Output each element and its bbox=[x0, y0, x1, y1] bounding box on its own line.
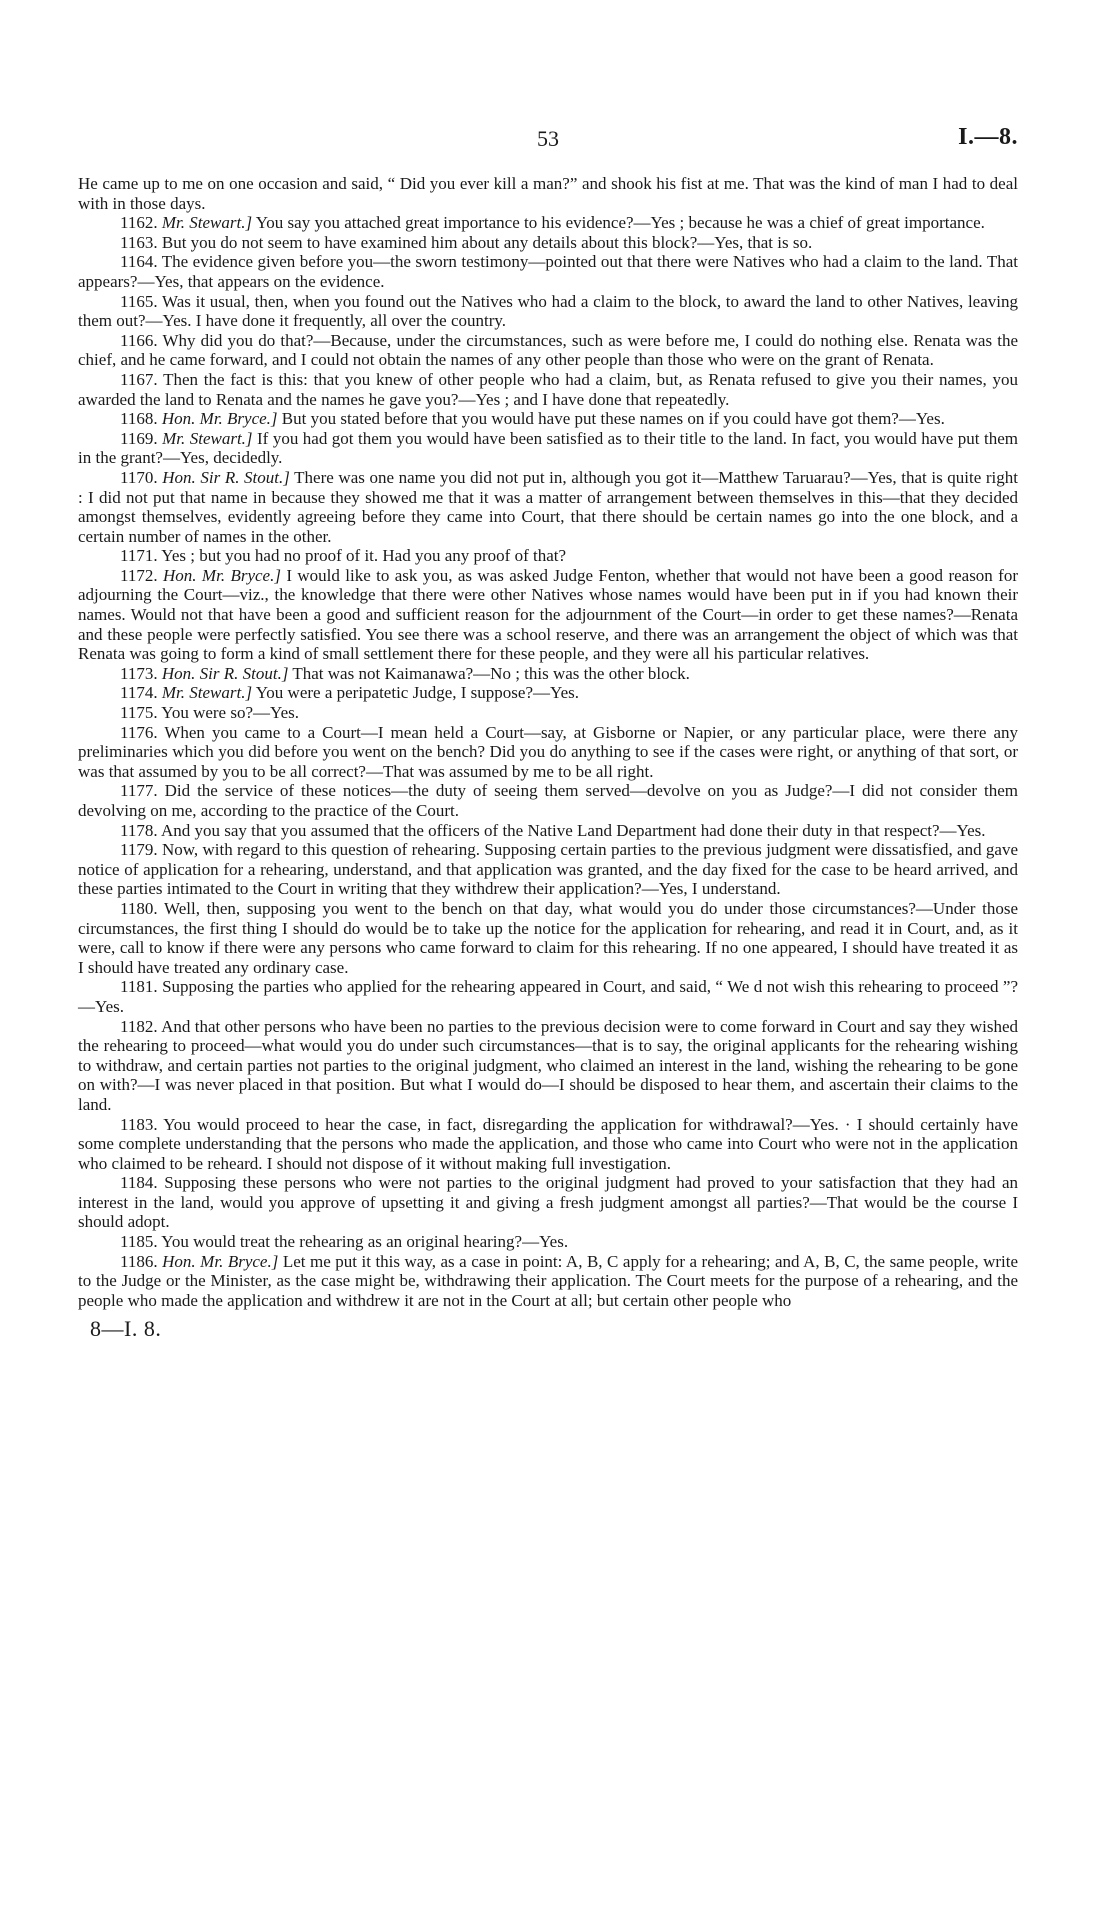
speaker: Mr. Stewart.] bbox=[161, 683, 253, 703]
question-number: 1171. bbox=[120, 546, 158, 566]
paragraph bbox=[78, 1115, 1018, 1174]
question-number: 1166. bbox=[120, 330, 158, 350]
question-number: 1163. bbox=[120, 232, 158, 252]
paragraph bbox=[78, 370, 1018, 409]
paragraph bbox=[78, 213, 1018, 233]
paragraph bbox=[78, 977, 1018, 1016]
paragraph bbox=[78, 821, 1018, 841]
paragraph bbox=[78, 331, 1018, 370]
speaker: Hon. Mr. Bryce.] bbox=[161, 409, 278, 429]
paragraph bbox=[78, 1232, 1018, 1252]
evidence-transcript bbox=[78, 174, 1018, 1310]
speaker: Mr. Stewart.] bbox=[162, 428, 253, 448]
speaker: Mr. Stewart.] bbox=[161, 213, 253, 233]
paragraph-text: Supposing the parties who applied for the rehearing appeared in Court, and said, “ We d not wish this rehearing to proceed ”?—Yes. bbox=[78, 977, 1019, 1016]
paragraph-text: The evidence given before you—the sworn testimony—pointed out that there were Natives who had a claim to the land. That appears?—Yes, that appears on the evidence. bbox=[78, 252, 1018, 291]
paragraph-text: Was it usual, then, when you found out the Natives who had a claim to the block, to award the land to other Natives, leaving them out?—Yes. I have done it frequently, all over the country. bbox=[78, 291, 1018, 331]
question-number: 1180. bbox=[120, 898, 158, 918]
page-number: 53 bbox=[537, 126, 559, 151]
paragraph bbox=[78, 899, 1018, 977]
question-number: 1179. bbox=[120, 840, 158, 860]
question-number: 1174. bbox=[120, 683, 158, 703]
question-number: 1168. bbox=[120, 409, 158, 429]
paragraph-text: You say you attached great importance to his evidence?—Yes ; because he was a chief of great importance. bbox=[252, 213, 985, 233]
paragraph-text: That was not Kaimanawa?—No ; this was the other block. bbox=[288, 663, 690, 683]
question-number: 1184. bbox=[120, 1173, 158, 1193]
paragraph bbox=[78, 252, 1018, 291]
question-number: 1182. bbox=[120, 1016, 158, 1036]
question-number: 1165. bbox=[120, 291, 158, 311]
question-number: 1176. bbox=[120, 722, 158, 742]
question-number: 1181. bbox=[120, 977, 158, 997]
signature-mark: 8—I. 8. bbox=[90, 1316, 162, 1342]
speaker: Hon. Mr. Bryce.] bbox=[162, 1251, 279, 1271]
paragraph-text: Let me put it this way, as a case in point: A, B, C apply for a rehearing; and A, B, C, the same people, write to the Judge or the Minister, as the case might be, withdrawing their application. The Court meets for the purpose of a rehearing, and the people who made the application and withdrew it are not in the Court at all; but certain other people who bbox=[78, 1251, 1019, 1310]
paragraph bbox=[78, 409, 1018, 429]
paragraph-text: If you had got them you would have been satisfied as to their title to the land. In fact, you would have put them in the grant?—Yes, decidedly. bbox=[78, 428, 1018, 468]
paragraph-text: Well, then, supposing you went to the bench on that day, what would you do under those circumstances?—Under those circumstances, the first thing I should do would be to take up the notice for the application for rehearing, and read it in Court, and, as it were, call to know if there were any persons who came forward to claim for this rehearing. If no one appeared, I should have treated it as I should have treated any ordinary case. bbox=[78, 898, 1018, 977]
paragraph bbox=[78, 233, 1018, 253]
paragraph-text: Now, with regard to this question of rehearing. Supposing certain parties to the previous judgment were dissatisfied, and gave notice of application for a rehearing, understand, and that application was granted, and the day fixed for the case to be heard arrived, and these parties intimated to the Court in writing that they withdrew their application?—Yes, I understand. bbox=[78, 840, 1018, 899]
paragraph bbox=[78, 292, 1018, 331]
paragraph-text: And that other persons who have been no parties to the previous decision were to come forward in Court and say they wished the rehearing to proceed—what would you do under such circumstances—that is to say, the original applicants for the rehearing wishing to withdraw, and certain parties not parties to the original judgment, who claimed an interest in the land, wishing the rehearing to be gone on with?—I was never placed in that position. But what I would do—I should be disposed to hear them, and ascertain their claims to the land. bbox=[78, 1016, 1018, 1114]
paragraph-text: But you stated before that you would have put these names on if you could have got them?—Yes. bbox=[277, 409, 945, 429]
paragraph bbox=[78, 1252, 1018, 1311]
paragraph-text: You would treat the rehearing as an original hearing?—Yes. bbox=[161, 1232, 569, 1252]
paragraph-text: Then the fact is this: that you knew of other people who had a claim, but, as Renata refused to give you their names, you awarded the land to Renata and the names he gave you?—Yes ; and I have done that repeatedly. bbox=[78, 369, 1018, 409]
paragraph bbox=[78, 1017, 1018, 1115]
document-page bbox=[78, 122, 1018, 1342]
paragraph bbox=[78, 566, 1018, 664]
question-number: 1169. bbox=[120, 428, 158, 448]
page-header bbox=[78, 122, 1018, 174]
paragraph bbox=[78, 683, 1018, 703]
paragraph-text: You would proceed to hear the case, in fact, disregarding the application for withdrawal?—Yes. · I should certainly have some complete understanding that the persons who made the application, and those who came into Court who were not in the application who claimed to be reheard. I should not dispose of it without making full investigation. bbox=[78, 1114, 1018, 1173]
question-number: 1178. bbox=[120, 820, 158, 840]
question-number: 1185. bbox=[120, 1232, 158, 1252]
paragraph-text: Yes ; but you had no proof of it. Had you any proof of that? bbox=[161, 546, 567, 566]
speaker: Hon. Sir R. Stout.] bbox=[161, 663, 289, 683]
paragraph bbox=[78, 1173, 1018, 1232]
speaker: Hon. Sir R. Stout.] bbox=[162, 467, 290, 487]
paragraph-text: But you do not seem to have examined him about any details about this block?—Yes, that is so. bbox=[161, 232, 813, 252]
paragraph bbox=[78, 429, 1018, 468]
paragraph bbox=[78, 664, 1018, 684]
paragraph-text: Supposing these persons who were not parties to the original judgment had proved to your satisfaction that they had an interest in the land, would you approve of upsetting it and giving a fresh judgment amongst all parties?—That would be the course I should adopt. bbox=[78, 1173, 1019, 1232]
paragraph-text: When you came to a Court—I mean held a Court—say, at Gisborne or Napier, or any particular place, were there any preliminaries which you did before you went on the bench? Did you do anything to see if the cases were right, or anything of that sort, or was that assumed by you to be all correct?—That was assumed by me to be all right. bbox=[78, 722, 1018, 781]
question-number: 1162. bbox=[120, 213, 158, 233]
paragraph-text: You were a peripatetic Judge, I suppose?—Yes. bbox=[252, 683, 579, 703]
paragraph bbox=[78, 174, 1018, 213]
paragraph-text: I would like to ask you, as was asked Judge Fenton, whether that would not have been a good reason for adjourning the Court—viz., the knowledge that there were other Natives whose names would have been put in if you had known their names. Would not that have been a good and sufficient reason for the adjournment of the Court—in order to get these names?—Renata and these people were perfectly satisfied. You see there was a school reserve, and there was an arrangement the object of which was that Renata was going to form a kind of small settlement there for these people, and they were all his particular relatives. bbox=[78, 565, 1019, 664]
paragraph bbox=[78, 781, 1018, 820]
paragraph bbox=[78, 840, 1018, 899]
paragraph bbox=[78, 546, 1018, 566]
paragraph-text: There was one name you did not put in, although you got it—Matthew Taruarau?—Yes, that is quite right : I did not put that name in because they showed me that it was a matter of arrangement between themselves in this—that they decided amongst themselves, evidently agreeing before they came into Court, that there should be certain names go into the one block, and a certain number of names in the other. bbox=[78, 467, 1019, 546]
document-reference: I.—8. bbox=[958, 124, 1018, 150]
question-number: 1175. bbox=[120, 703, 158, 723]
question-number: 1183. bbox=[120, 1114, 158, 1134]
question-number: 1172. bbox=[120, 565, 158, 585]
question-number: 1167. bbox=[120, 369, 158, 389]
paragraph bbox=[78, 468, 1018, 546]
paragraph bbox=[78, 723, 1018, 782]
speaker: Hon. Mr. Bryce.] bbox=[163, 565, 281, 585]
question-number: 1173. bbox=[120, 663, 158, 683]
paragraph-text: You were so?—Yes. bbox=[161, 703, 300, 723]
question-number: 1170. bbox=[120, 467, 158, 487]
question-number: 1177. bbox=[120, 781, 158, 801]
paragraph-text: Did the service of these notices—the duty of seeing them served—devolve on you as Judge?—I did not consider them devolving on me, according to the practice of the Court. bbox=[78, 781, 1018, 820]
paragraph-text: Why did you do that?—Because, under the circumstances, such as were before me, I could do nothing else. Renata was the chief, and he came forward, and I could not obtain the names of any other people than those who were on the grant of Renata. bbox=[78, 330, 1018, 370]
paragraph-text: And you say that you assumed that the officers of the Native Land Department had done their duty in that respect?—Yes. bbox=[160, 820, 986, 840]
paragraph bbox=[78, 703, 1018, 723]
question-number: 1164. bbox=[120, 252, 158, 272]
question-number: 1186. bbox=[120, 1251, 158, 1271]
paragraph-text: He came up to me on one occasion and said, “ Did you ever kill a man?” and shook his fist at me. That was the kind of man I had to deal with in those days. bbox=[78, 174, 1018, 213]
